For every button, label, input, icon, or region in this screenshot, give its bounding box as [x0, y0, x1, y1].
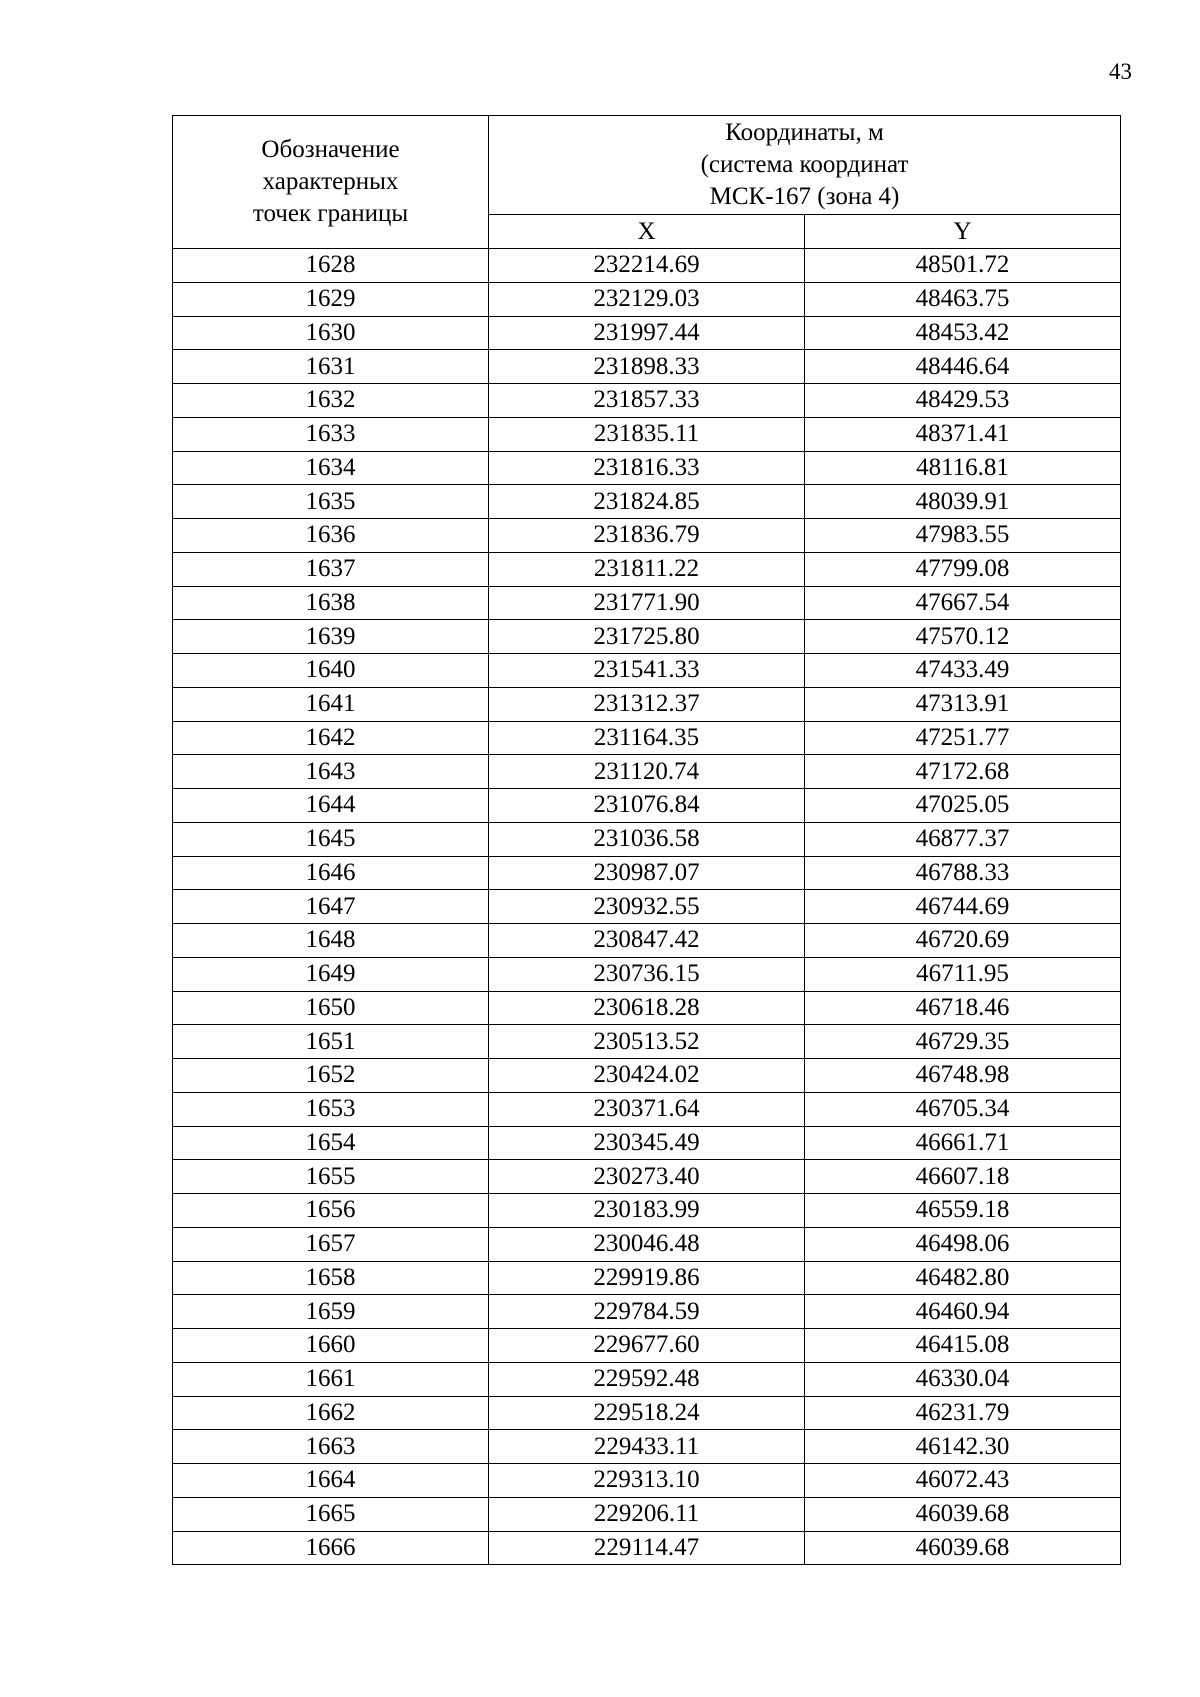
cell-x: 232129.03	[489, 282, 805, 316]
cell-point-id: 1648	[173, 924, 489, 958]
cell-point-id: 1642	[173, 721, 489, 755]
table-row	[173, 687, 1121, 721]
cell-point-id: 1635	[173, 485, 489, 519]
cell-y: 46718.46	[805, 991, 1121, 1025]
table-row	[173, 1059, 1121, 1093]
cell-y: 46744.69	[805, 890, 1121, 924]
cell-x: 231036.58	[489, 822, 805, 856]
table-header	[173, 116, 1121, 249]
cell-y: 46607.18	[805, 1160, 1121, 1194]
cell-x: 231997.44	[489, 316, 805, 350]
cell-x: 231836.79	[489, 519, 805, 553]
cell-y: 48039.91	[805, 485, 1121, 519]
table-row	[173, 384, 1121, 418]
cell-point-id: 1660	[173, 1329, 489, 1363]
cell-x: 231725.80	[489, 620, 805, 654]
table-row	[173, 991, 1121, 1025]
cell-x: 231857.33	[489, 384, 805, 418]
table-row	[173, 1295, 1121, 1329]
cell-y: 47983.55	[805, 519, 1121, 553]
cell-point-id: 1663	[173, 1430, 489, 1464]
cell-y: 47025.05	[805, 789, 1121, 823]
cell-y: 48453.42	[805, 316, 1121, 350]
cell-y: 46039.68	[805, 1497, 1121, 1531]
cell-point-id: 1640	[173, 654, 489, 688]
table-row	[173, 1396, 1121, 1430]
cell-y: 46498.06	[805, 1227, 1121, 1261]
cell-y: 46748.98	[805, 1059, 1121, 1093]
cell-point-id: 1657	[173, 1227, 489, 1261]
cell-y: 46039.68	[805, 1531, 1121, 1565]
cell-x: 229518.24	[489, 1396, 805, 1430]
cell-x: 230618.28	[489, 991, 805, 1025]
table-row	[173, 451, 1121, 485]
cell-point-id: 1634	[173, 451, 489, 485]
cell-x: 230345.49	[489, 1126, 805, 1160]
cell-y: 46661.71	[805, 1126, 1121, 1160]
cell-y: 47313.91	[805, 687, 1121, 721]
cell-x: 229114.47	[489, 1531, 805, 1565]
table-row	[173, 350, 1121, 384]
header-point-designation	[173, 116, 489, 249]
cell-y: 47433.49	[805, 654, 1121, 688]
table-row	[173, 417, 1121, 451]
cell-point-id: 1639	[173, 620, 489, 654]
header-point-line-3: точек границы	[252, 200, 409, 227]
cell-y: 47570.12	[805, 620, 1121, 654]
cell-x: 231076.84	[489, 789, 805, 823]
cell-x: 230371.64	[489, 1092, 805, 1126]
cell-point-id: 1636	[173, 519, 489, 553]
cell-y: 46142.30	[805, 1430, 1121, 1464]
cell-x: 232214.69	[489, 249, 805, 283]
table-row	[173, 1430, 1121, 1464]
cell-point-id: 1647	[173, 890, 489, 924]
coordinates-table	[172, 115, 1121, 1565]
cell-point-id: 1643	[173, 755, 489, 789]
cell-y: 48116.81	[805, 451, 1121, 485]
cell-y: 46231.79	[805, 1396, 1121, 1430]
cell-x: 229206.11	[489, 1497, 805, 1531]
table-row	[173, 1464, 1121, 1498]
header-y: Y	[805, 215, 1121, 249]
cell-point-id: 1630	[173, 316, 489, 350]
cell-y: 46482.80	[805, 1261, 1121, 1295]
cell-point-id: 1650	[173, 991, 489, 1025]
cell-x: 230183.99	[489, 1194, 805, 1228]
cell-y: 48501.72	[805, 249, 1121, 283]
table-row	[173, 1194, 1121, 1228]
cell-x: 231771.90	[489, 586, 805, 620]
cell-point-id: 1662	[173, 1396, 489, 1430]
table-row	[173, 1531, 1121, 1565]
cell-point-id: 1661	[173, 1362, 489, 1396]
cell-x: 230273.40	[489, 1160, 805, 1194]
cell-x: 231164.35	[489, 721, 805, 755]
cell-y: 48371.41	[805, 417, 1121, 451]
table-row	[173, 924, 1121, 958]
cell-point-id: 1646	[173, 856, 489, 890]
table-row	[173, 1497, 1121, 1531]
cell-point-id: 1664	[173, 1464, 489, 1498]
table-row	[173, 890, 1121, 924]
cell-point-id: 1653	[173, 1092, 489, 1126]
table-row	[173, 957, 1121, 991]
header-coords-line-3: МСК-167 (зона 4)	[709, 183, 900, 210]
cell-y: 46460.94	[805, 1295, 1121, 1329]
table-row	[173, 1261, 1121, 1295]
table-row	[173, 1126, 1121, 1160]
table-row	[173, 1362, 1121, 1396]
cell-x: 231824.85	[489, 485, 805, 519]
cell-point-id: 1652	[173, 1059, 489, 1093]
cell-point-id: 1637	[173, 552, 489, 586]
table-row	[173, 1160, 1121, 1194]
cell-point-id: 1628	[173, 249, 489, 283]
table-body	[173, 249, 1121, 1565]
cell-y: 47667.54	[805, 586, 1121, 620]
cell-y: 46877.37	[805, 822, 1121, 856]
cell-x: 230847.42	[489, 924, 805, 958]
cell-y: 48429.53	[805, 384, 1121, 418]
cell-x: 229592.48	[489, 1362, 805, 1396]
cell-x: 231898.33	[489, 350, 805, 384]
table-row	[173, 856, 1121, 890]
cell-x: 230932.55	[489, 890, 805, 924]
header-coords-line-1: Координаты, м	[725, 119, 884, 146]
cell-point-id: 1655	[173, 1160, 489, 1194]
cell-point-id: 1641	[173, 687, 489, 721]
table-row	[173, 721, 1121, 755]
cell-y: 46559.18	[805, 1194, 1121, 1228]
cell-point-id: 1651	[173, 1025, 489, 1059]
table-row	[173, 586, 1121, 620]
page-number: 43	[1109, 59, 1132, 84]
cell-point-id: 1632	[173, 384, 489, 418]
cell-point-id: 1665	[173, 1497, 489, 1531]
cell-y: 48463.75	[805, 282, 1121, 316]
cell-x: 230424.02	[489, 1059, 805, 1093]
table-row	[173, 654, 1121, 688]
table-row	[173, 1092, 1121, 1126]
cell-y: 46705.34	[805, 1092, 1121, 1126]
cell-x: 231312.37	[489, 687, 805, 721]
cell-y: 47799.08	[805, 552, 1121, 586]
table-row	[173, 755, 1121, 789]
cell-y: 47172.68	[805, 755, 1121, 789]
cell-y: 46729.35	[805, 1025, 1121, 1059]
table-row	[173, 552, 1121, 586]
table-row	[173, 1227, 1121, 1261]
table-row	[173, 282, 1121, 316]
cell-y: 46720.69	[805, 924, 1121, 958]
header-x: X	[489, 215, 805, 249]
cell-x: 230736.15	[489, 957, 805, 991]
cell-x: 229677.60	[489, 1329, 805, 1363]
table-row	[173, 1329, 1121, 1363]
table-row	[173, 485, 1121, 519]
table-row	[173, 620, 1121, 654]
cell-y: 47251.77	[805, 721, 1121, 755]
cell-point-id: 1633	[173, 417, 489, 451]
cell-x: 229313.10	[489, 1464, 805, 1498]
cell-x: 229919.86	[489, 1261, 805, 1295]
cell-point-id: 1631	[173, 350, 489, 384]
cell-y: 46788.33	[805, 856, 1121, 890]
cell-x: 229784.59	[489, 1295, 805, 1329]
cell-x: 231811.22	[489, 552, 805, 586]
cell-point-id: 1649	[173, 957, 489, 991]
cell-point-id: 1658	[173, 1261, 489, 1295]
table-row	[173, 316, 1121, 350]
cell-y: 46711.95	[805, 957, 1121, 991]
cell-x: 231816.33	[489, 451, 805, 485]
cell-point-id: 1629	[173, 282, 489, 316]
cell-x: 229433.11	[489, 1430, 805, 1464]
cell-point-id: 1638	[173, 586, 489, 620]
header-point-line-1: Обозначение	[261, 136, 400, 163]
cell-point-id: 1659	[173, 1295, 489, 1329]
cell-x: 231120.74	[489, 755, 805, 789]
table-row	[173, 789, 1121, 823]
cell-x: 230513.52	[489, 1025, 805, 1059]
header-point-line-2: характерных	[262, 168, 399, 195]
cell-x: 231835.11	[489, 417, 805, 451]
cell-y: 46072.43	[805, 1464, 1121, 1498]
cell-x: 231541.33	[489, 654, 805, 688]
table-row	[173, 519, 1121, 553]
cell-point-id: 1654	[173, 1126, 489, 1160]
cell-y: 46415.08	[805, 1329, 1121, 1363]
cell-point-id: 1645	[173, 822, 489, 856]
table-row	[173, 249, 1121, 283]
cell-x: 230046.48	[489, 1227, 805, 1261]
table-row	[173, 1025, 1121, 1059]
cell-y: 46330.04	[805, 1362, 1121, 1396]
table-row	[173, 822, 1121, 856]
header-coords-line-2: (система координат	[700, 151, 909, 178]
cell-point-id: 1656	[173, 1194, 489, 1228]
cell-point-id: 1644	[173, 789, 489, 823]
cell-point-id: 1666	[173, 1531, 489, 1565]
cell-x: 230987.07	[489, 856, 805, 890]
header-coordinates	[489, 116, 1121, 215]
cell-y: 48446.64	[805, 350, 1121, 384]
